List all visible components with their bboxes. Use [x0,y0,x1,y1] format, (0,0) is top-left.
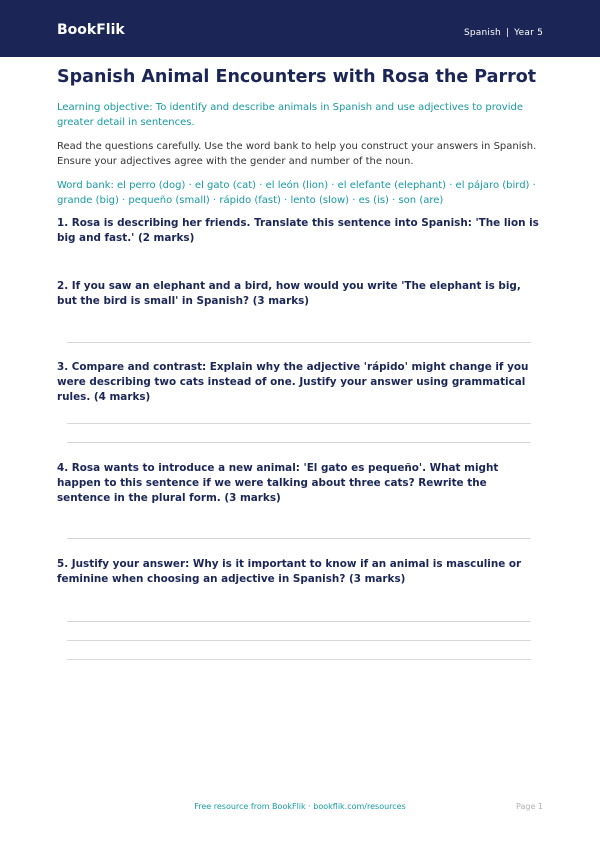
year-label: Year 5 [514,28,543,38]
subject-label: Spanish [463,28,501,38]
brand-logo: BookFlik [57,22,125,38]
question-3: 3. Compare and contrast: Explain why the adjective 'rápido' might change if you were describing two cats instead of one. Justify your answer using grammatical rules. (4 marks) [57,361,529,403]
answer-line[interactable] [67,538,531,539]
answer-line[interactable] [67,342,531,343]
page-title: Spanish Animal Encounters with Rosa the Parrot [57,67,537,87]
meta-separator: | [505,28,510,38]
learning-objective: Learning objective: To identify and describe animals in Spanish and use adjectives to provide greater detail in sentences. [57,102,523,128]
question-4: 4. Rosa wants to introduce a new animal: 'El gato es pequeño'. What might happen to this sentence if we were talking about three cats? Rewrite the sentence in the plural form. (3 marks) [57,462,499,504]
worksheet-intro [57,66,543,208]
answer-line[interactable] [67,659,531,660]
answer-line[interactable] [67,442,531,443]
answer-line[interactable] [67,423,531,424]
question-1: 1. Rosa is describing her friends. Translate this sentence into Spanish: 'The lion is big and fast.' (2 marks) [57,217,539,244]
footer-credit[interactable]: Free resource from BookFlik · bookflik.com/resources [194,802,406,811]
question-2: 2. If you saw an elephant and a bird, how would you write 'The elephant is big, but the bird is small' in Spanish? (3 marks) [57,280,521,307]
word-bank: Word bank: el perro (dog) · el gato (cat) · el león (lion) · el elefante (elephant) · el pájaro (bird) · grande (big) · pequeño (small) · rápido (fast) · lento (slow) · es (is) · son (are) [57,180,536,206]
header-bar [0,0,600,57]
question-5: 5. Justify your answer: Why is it important to know if an animal is masculine or feminine when choosing an adjective in Spanish? (3 marks) [57,558,522,585]
subject-year-label [464,27,543,39]
answer-line[interactable] [67,621,531,622]
answer-line[interactable] [67,640,531,641]
instructions: Read the questions carefully. Use the word bank to help you construct your answers in Spanish. Ensure your adjectives agree with the gender and number of the noun. [57,141,537,167]
page-number: Page 1 [516,802,543,811]
